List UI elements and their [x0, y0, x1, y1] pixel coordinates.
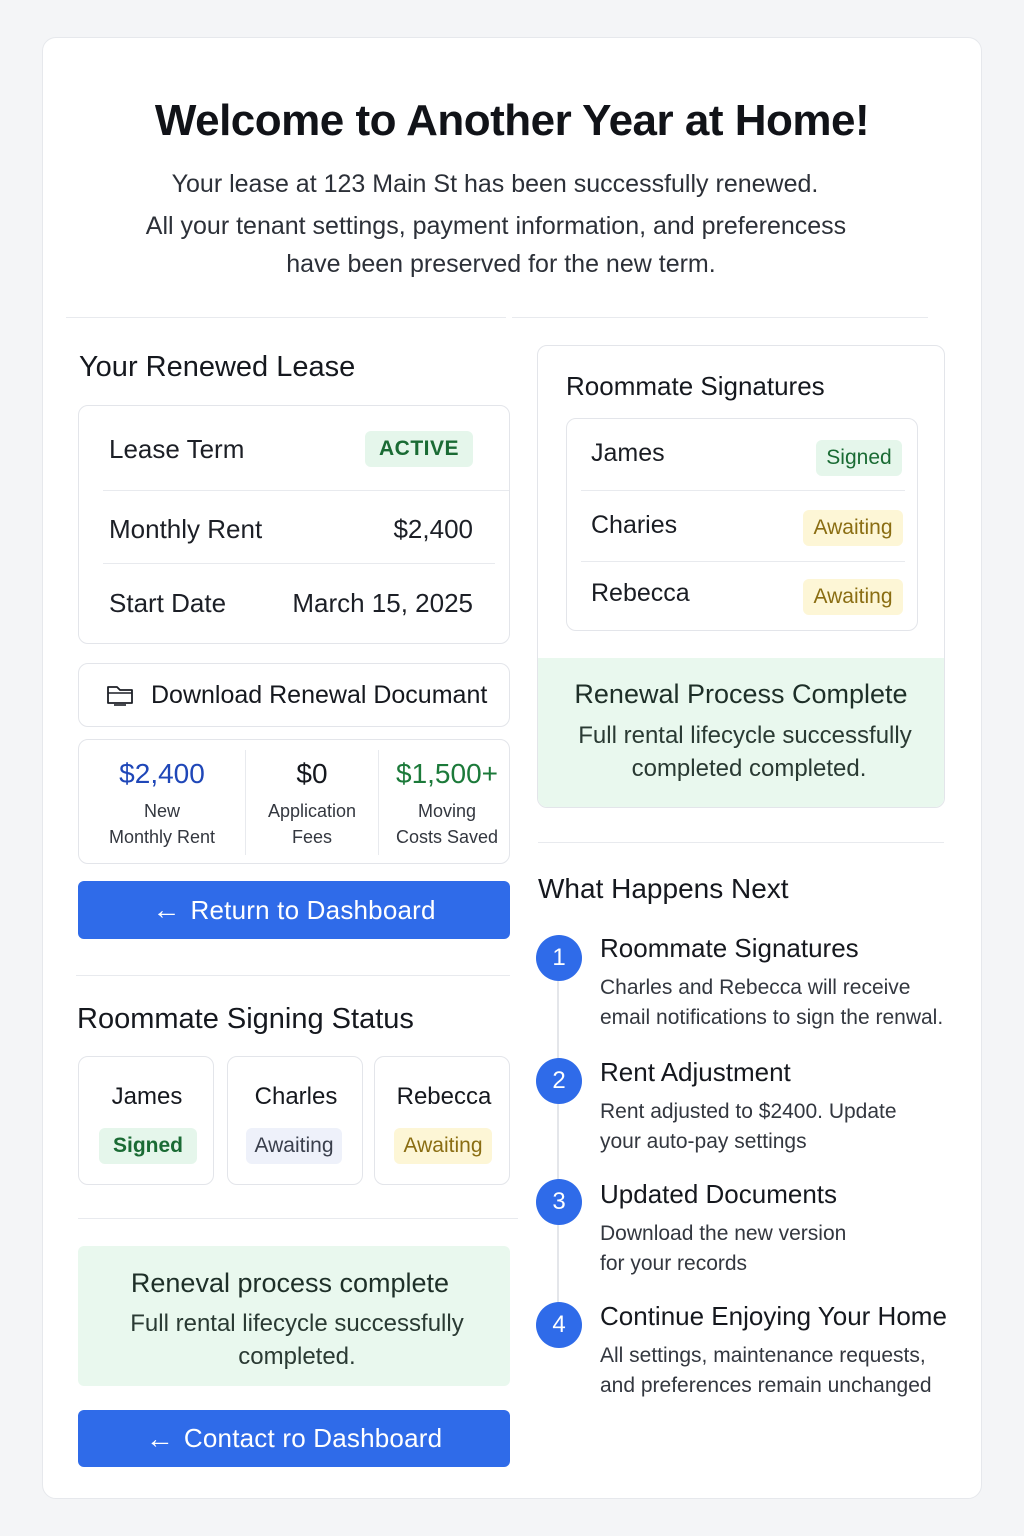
monthly-rent-label: Monthly Rent — [109, 514, 263, 544]
step-number-3: 3 — [536, 1179, 582, 1225]
panel-text: Full rental lifecycle successfully — [130, 1310, 464, 1337]
stat-label: Costs Saved — [395, 827, 499, 847]
status-badge: Awaiting — [246, 1128, 342, 1164]
return-button-label: Return to Dashboard — [190, 894, 436, 925]
start-date-value: March 15, 2025 — [292, 588, 473, 618]
step-number-2: 2 — [536, 1058, 582, 1104]
step-text: email notifications to sign the renwal. — [600, 1006, 944, 1029]
panel-text: Full rental lifecycle successfully — [578, 722, 912, 749]
stat-label: Monthly Rent — [108, 827, 216, 847]
signatures-title: Roommate Signatures — [566, 371, 825, 401]
document-icon — [105, 683, 135, 707]
roommate-name: Charles — [254, 1083, 338, 1110]
intro-line-3: have been preserved for the new term. — [286, 250, 716, 278]
panel-text: completed completed. — [631, 755, 867, 782]
step-text: Charles and Rebecca will receive — [600, 976, 911, 999]
stat-moving-costs — [379, 740, 511, 865]
divider — [512, 317, 928, 318]
timeline-line — [557, 980, 559, 1330]
step-text: and preferences remain unchanged — [600, 1374, 932, 1397]
download-document-label: Download Renewal Documant — [151, 680, 488, 709]
stat-label: Moving — [417, 801, 477, 821]
download-document-button[interactable] — [78, 663, 510, 727]
stat-label: Fees — [291, 827, 333, 847]
step-title: Updated Documents — [600, 1179, 838, 1209]
roommate-signatures-card — [537, 345, 945, 808]
roommate-card-james — [78, 1056, 214, 1185]
roommate-name: James — [111, 1083, 183, 1110]
step-text: Download the new version — [600, 1222, 847, 1245]
signing-status-title: Roommate Signing Status — [77, 1003, 414, 1035]
divider — [103, 490, 509, 491]
panel-title: Renewal Process Complete — [574, 679, 908, 709]
status-badge: Signed — [816, 440, 902, 476]
divider — [66, 317, 506, 318]
status-badge: Awaiting — [803, 510, 903, 546]
step-text: for your records — [600, 1252, 748, 1275]
renewal-complete-panel — [538, 658, 945, 808]
signer-name: James — [591, 439, 665, 467]
roommate-name: Rebecca — [396, 1083, 492, 1110]
signer-name: Charies — [591, 511, 678, 539]
divider — [581, 561, 905, 562]
status-badge: Awaiting — [394, 1128, 492, 1164]
contact-button-label: Contact ro Dashboard — [183, 1423, 443, 1453]
panel-title: Reneval process complete — [130, 1268, 450, 1298]
stat-value: $2,400 — [119, 758, 205, 789]
lease-status-badge: ACTIVE — [365, 431, 473, 467]
renewal-complete-panel — [78, 1246, 510, 1386]
roommate-card-charles — [227, 1056, 363, 1185]
step-text: your auto-pay settings — [600, 1130, 807, 1153]
return-to-dashboard-button[interactable] — [78, 881, 510, 939]
step-number-4: 4 — [536, 1302, 582, 1348]
step-text: Rent adjusted to $2400. Update — [600, 1100, 897, 1123]
stat-application-fees — [246, 740, 378, 865]
divider — [78, 1218, 518, 1219]
stats-box — [78, 739, 510, 864]
page-title: Welcome to Another Year at Home! — [154, 96, 870, 145]
intro-line-2: All your tenant settings, payment information, and preferencess — [145, 212, 847, 240]
next-steps-title: What Happens Next — [538, 873, 789, 904]
arrow-left-icon: ← — [152, 894, 181, 925]
intro-line-1: Your lease at 123 Main St has been successfully renewed. — [171, 170, 819, 198]
stat-value: $1,500+ — [396, 758, 498, 789]
lease-term-label: Lease Term — [109, 434, 245, 464]
step-text: All settings, maintenance requests, — [600, 1344, 926, 1367]
panel-text: completed. — [238, 1343, 356, 1370]
step-title: Continue Enjoying Your Home — [600, 1301, 947, 1331]
monthly-rent-value: $2,400 — [393, 514, 473, 544]
stat-label: Application — [267, 801, 357, 821]
contact-dashboard-button[interactable] — [78, 1410, 510, 1467]
stat-new-rent — [79, 740, 245, 865]
lease-section-title: Your Renewed Lease — [79, 351, 356, 383]
divider — [538, 842, 944, 843]
step-title: Roommate Signatures — [600, 933, 859, 963]
arrow-left-icon: ← — [145, 1422, 174, 1454]
status-badge: Awaiting — [803, 579, 903, 615]
signatures-list — [566, 418, 918, 631]
signer-name: Rebecca — [591, 579, 690, 607]
divider — [76, 975, 510, 976]
roommate-card-rebecca — [374, 1056, 510, 1185]
step-number-1: 1 — [536, 935, 582, 981]
status-badge: Signed — [99, 1128, 197, 1164]
divider — [581, 490, 905, 491]
start-date-label: Start Date — [109, 588, 227, 618]
lease-details-box — [78, 405, 510, 644]
divider — [103, 563, 495, 564]
step-title: Rent Adjustment — [600, 1057, 791, 1087]
stat-label: New — [143, 801, 180, 821]
stat-value: $0 — [296, 758, 328, 789]
